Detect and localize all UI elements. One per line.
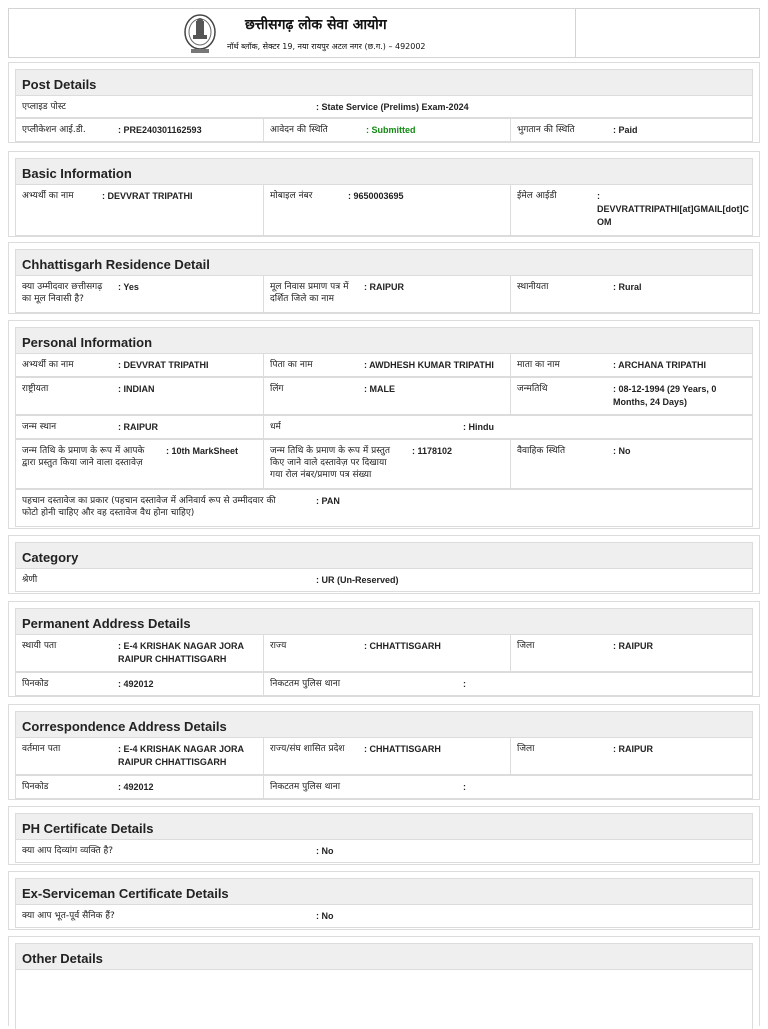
org-address: नॉर्थ ब्लॉक, सेक्टर 19, नया रायपुर अटल नगर (छ.ग.) – 492002 [227,42,426,51]
category-section [8,535,760,594]
app-id-value: : PRE240301162593 [118,125,202,135]
dob-proof-row [15,439,753,489]
perm-address-label: स्थायी पता [22,641,57,651]
corr-pin-label: पिनकोड [22,782,49,792]
father-value: : AWDHESH KUMAR TRIPATHI [364,360,494,370]
roll-label-line2: किए जाने वाले दस्तावेज़ पर दिखाया [270,458,387,468]
name-value: : DEVVRAT TRIPATHI [102,191,193,201]
section-title: Category [15,542,753,569]
mobile-cell [263,185,510,235]
candidate-name-label: अभ्यर्थी का नाम [22,360,74,370]
dob-value-line2: Months, 24 Days) [613,397,688,407]
corr-state-value: : CHHATTISGARH [364,744,441,754]
religion-value: : Hindu [463,422,494,432]
id-doc-value: : PAN [316,496,340,506]
roll-label-line3: गया रोल नंबर/प्रमाण पत्र संख्या [270,470,372,480]
roll-number-cell [263,440,510,488]
residence-row [15,275,753,313]
birthplace-cell [16,416,263,438]
section-title: Other Details [15,943,753,970]
perm-pin-cell [16,673,263,695]
corr-police-value: : [463,782,466,792]
mother-cell [510,354,752,376]
email-value-line3: OM [597,217,612,227]
other-details-body [15,969,753,1029]
applied-post-row [15,95,753,118]
perm-district-label: जिला [517,641,535,651]
ex-serviceman-value: : No [316,911,334,921]
district-label-line2: दर्शित जिले का नाम [270,294,335,304]
birthplace-row [15,415,753,439]
status-label: आवेदन की स्थिति [270,125,328,135]
native-cell [16,276,263,312]
ex-serviceman-section [8,871,760,930]
applied-post-label: एप्लाइड पोस्ट [22,102,66,112]
ph-certificate-section [8,806,760,865]
category-label: श्रेणी [22,575,38,585]
perm-police-cell [263,673,752,695]
application-status-row [15,118,753,142]
header-brand [9,9,576,57]
candidate-name-value: : DEVVRAT TRIPATHI [118,360,209,370]
ph-label: क्या आप दिव्यांग व्यक्ति है? [22,846,114,856]
ph-value: : No [316,846,334,856]
dob-value-line1: : 08-12-1994 (29 Years, 0 [613,384,717,394]
corr-district-value: : RAIPUR [613,744,653,754]
gender-value: : MALE [364,384,395,394]
email-value-line2: DEVVRATTRIPATHI[at]GMAIL[dot]C [597,204,749,214]
perm-police-value: : [463,679,466,689]
native-label-line1: क्या उम्मीदवार छत्तीसगढ़ [22,282,103,292]
corr-address-line2: RAIPUR CHHATTISGARH [118,757,227,767]
section-title: Chhattisgarh Residence Detail [15,249,753,276]
father-cell [263,354,510,376]
personal-info-section [8,320,760,529]
father-label: पिता का नाम [270,360,313,370]
gender-label: लिंग [270,384,284,394]
district-label-line1: मूल निवास प्रमाण पत्र में [270,282,349,292]
category-row [15,568,753,592]
corr-district-label: जिला [517,744,535,754]
ph-row [15,839,753,863]
page-header [8,8,760,58]
corr-police-label: निकटतम पुलिस थाना [270,782,341,792]
corr-state-cell [263,738,510,774]
birthplace-label: जन्म स्थान [22,422,57,432]
perm-district-cell [510,635,752,671]
roll-value: : 1178102 [412,446,453,456]
section-title: Personal Information [15,327,753,354]
birthplace-value: : RAIPUR [118,422,158,432]
permanent-pin-row [15,672,753,696]
status-badge: : Submitted [366,125,416,135]
corr-pin-value: : 492012 [118,782,154,792]
nationality-label: राष्ट्रीयता [22,384,49,394]
dob-doc-value: : 10th MarkSheet [166,446,239,456]
id-doc-row [15,489,753,527]
locality-cell [510,276,752,312]
section-title: Post Details [15,69,753,96]
perm-address-line2: RAIPUR CHHATTISGARH [118,654,227,664]
locality-value: : Rural [613,282,642,292]
mother-value: : ARCHANA TRIPATHI [613,360,706,370]
section-title: Permanent Address Details [15,608,753,635]
perm-address-cell [16,635,263,671]
dob-doc-label-line2: द्वारा प्रस्तुत किया जाने वाला दस्तावेज़ [22,458,143,468]
corr-pin-cell [16,776,263,798]
applied-post-value: : State Service (Prelims) Exam-2024 [316,102,469,112]
marital-cell [510,440,752,488]
candidate-name-cell [16,354,263,376]
nationality-value: : INDIAN [118,384,155,394]
religion-cell [263,416,752,438]
roll-label-line1: जन्म तिथि के प्रमाण के रूप में प्रस्तुत [270,446,391,456]
perm-police-label: निकटतम पुलिस थाना [270,679,341,689]
permanent-address-section [8,601,760,697]
status-cell [263,119,510,141]
dob-label: जन्मतिथि [517,384,548,394]
permanent-address-row [15,634,753,672]
dob-doc-label-line1: जन्म तिथि के प्रमाण के रूप में आपके [22,446,145,456]
post-details-section [8,62,760,143]
payment-value: : Paid [613,125,638,135]
perm-district-value: : RAIPUR [613,641,653,651]
corr-state-label: राज्य/संघ शासित प्रदेश [270,744,345,754]
domicile-district-cell [263,276,510,312]
dob-cell [510,378,752,414]
corr-police-cell [263,776,752,798]
basic-info-row [15,184,753,236]
email-value-line1: : [597,191,600,201]
religion-label: धर्म [270,422,281,432]
header-photo-slot [576,9,759,57]
marital-label: वैवाहिक स्थिति [517,446,566,456]
gender-cell [263,378,510,414]
correspondence-pin-row [15,775,753,799]
perm-state-cell [263,635,510,671]
native-value: : Yes [118,282,139,292]
section-title: Basic Information [15,158,753,185]
mobile-value: : 9650003695 [348,191,404,201]
marital-value: : No [613,446,631,456]
section-title: Ex-Serviceman Certificate Details [15,878,753,905]
district-value: : RAIPUR [364,282,404,292]
id-doc-label-line1: पहचान दस्तावेज का प्रकार (पहचान दस्तावेज में अनिवार्य रूप से उम्मीदवार की [22,496,276,506]
nationality-row [15,377,753,415]
mother-label: माता का नाम [517,360,560,370]
basic-info-section [8,151,760,237]
org-title: छत्तीसगढ़ लोक सेवा आयोग [245,17,387,33]
email-cell [510,185,752,235]
correspondence-address-section [8,704,760,800]
corr-address-label: वर्तमान पता [22,744,61,754]
payment-cell [510,119,752,141]
corr-district-cell [510,738,752,774]
app-id-cell [16,119,263,141]
corr-address-cell [16,738,263,774]
corr-address-line1: : E-4 KRISHAK NAGAR JORA [118,744,245,754]
name-label: अभ्यर्थी का नाम [22,191,74,201]
perm-state-label: राज्य [270,641,287,651]
locality-label: स्थानीयता [517,282,549,292]
section-title: PH Certificate Details [15,813,753,840]
perm-pin-value: : 492012 [118,679,154,689]
ex-serviceman-label: क्या आप भूत-पूर्व सैनिक हैं? [22,911,115,921]
state-emblem-icon [183,13,217,55]
app-id-label: एप्लीकेशन आई.डी. [22,125,86,135]
payment-label: भुगतान की स्थिति [517,125,575,135]
parents-row [15,353,753,377]
mobile-label: मोबाइल नंबर [270,191,313,201]
nationality-cell [16,378,263,414]
category-value: : UR (Un-Reserved) [316,575,399,585]
other-details-section [8,936,760,1026]
section-title: Correspondence Address Details [15,711,753,738]
email-label: ईमेल आईडी [517,191,557,201]
perm-state-value: : CHHATTISGARH [364,641,441,651]
native-label-line2: का मूल निवासी है? [22,294,84,304]
name-cell [16,185,263,235]
ex-serviceman-row [15,904,753,928]
id-doc-label-line2: फोटो होनी चाहिए और वह दस्तावेज वैध होना चाहिए) [22,508,195,518]
perm-address-line1: : E-4 KRISHAK NAGAR JORA [118,641,245,651]
perm-pin-label: पिनकोड [22,679,49,689]
correspondence-address-row [15,737,753,775]
residence-section [8,242,760,314]
dob-doc-cell [16,440,263,488]
